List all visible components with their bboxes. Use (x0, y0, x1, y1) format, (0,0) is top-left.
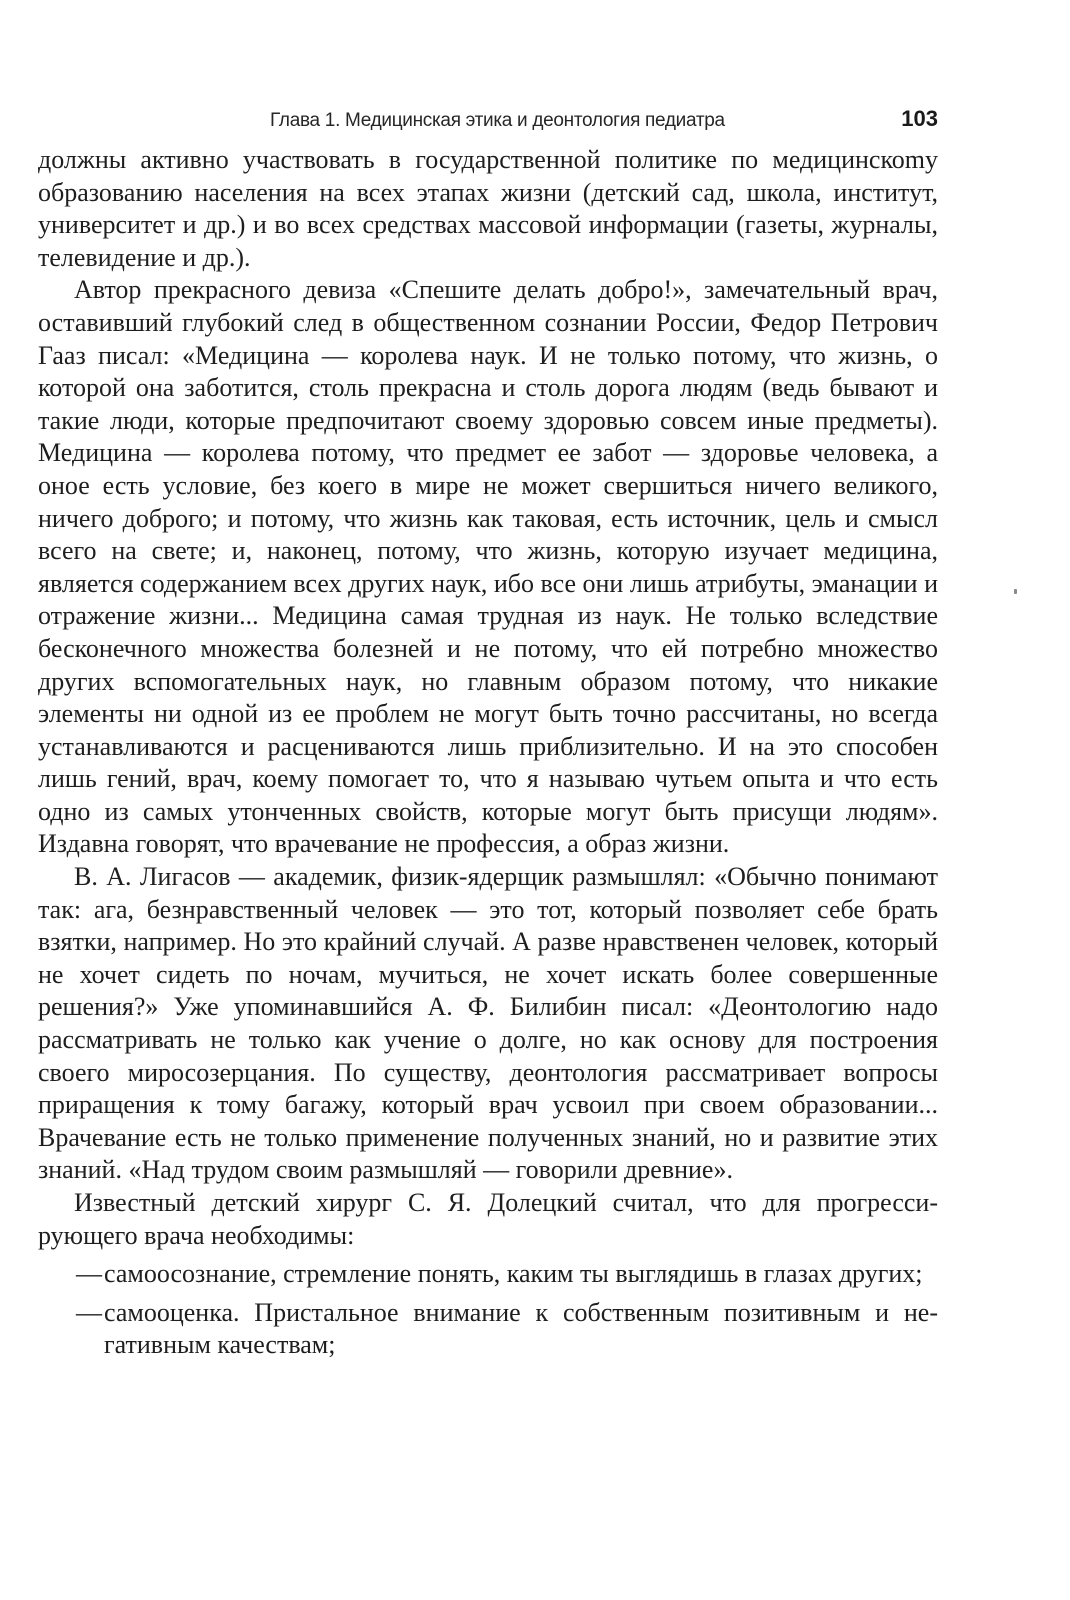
running-header (38, 100, 938, 144)
page-number: 103 (901, 106, 938, 131)
list-item-text: самоосознание, стремление понять, каким ты выглядишь в глазах других; (104, 1259, 923, 1289)
list-item (38, 1258, 938, 1291)
list-item (38, 1297, 938, 1362)
dash-list (38, 1258, 938, 1362)
paragraph: Известный детский хирург С. Я. Долецкий считал, что для прогрессирующего врача необходимы: (38, 1188, 938, 1250)
paragraph: должны активно участвовать в государственной политике по медицинскоmу образованию населения на всех этапах жизни (детский сад, школа, институт, университет и др.) и во всех средствах массовой информации (газеты, журналы, телевидение и др.). (38, 145, 938, 272)
book-page (38, 100, 938, 1368)
paragraph: В. А. Лигасов — академик, физик-ядерщик размышлял: «Обычно понимают так: ага, безнравственный человек — это тот, который позволяет себе брать взятки, например. Но это крайний случай. А разве нравственен человек, который не хочет сидеть по ночам, мучиться, не хочет искать более совершенные решения?» Уже упоминавшийся А. Ф. Билибин писал: «Деонтологию надо рассматривать не только как учение о долге, но как основу для построения своего миросозерцания. По существу, деонтология рассматривает вопросы приращения к тому багажу, который врач усвоил при своем образовании... Врачевание есть не только применение полученных знаний, но и развитие этих знаний. «Над трудом своим размышляй — говорили древние». (38, 862, 938, 1185)
paragraph: Автор прекрасного девиза «Спешите делать добро!», замечательный врач, оставивший глубокий след в общественном сознании России, Федор Петрович Гааз писал: «Медицина — королева наук. И не только потому, что жизнь, о которой она заботится, столь прекрасна и столь дорога людям (ведь бывают и такие люди, которые предпочитают своему здоровью совсем иные предметы). Медицина — королева потому, что предмет ее забот — здоровье человека, а оное есть условие, без коего в мире не может свершиться ничего великого, ничего доброго; и потому, что жизнь как таковая, есть источник, цель и смысл всего на свете; и, наконец, потому, что жизнь, которую изучает медицина, является содержанием всех других наук, ибо все они лишь атрибуты, эманации и отражение жизни... Медицина самая трудная из наук. Не только вследствие бесконечного множества болезней и не потому, что ей потребно множество других вспомогательных наук, но главным образом потому, что никакие элементы ни одной из ее проблем не могут быть точно рассчитаны, но всегда устанавливаются и расцениваются лишь приблизительно. И на это способен лишь гений, врач, коему помогает то, что я называю чутьем опыта и что есть одно из самых утонченных свойств, которые могут быть присущи людям». Издавна говорят, что врачевание не профессия, а образ жизни. (38, 275, 938, 859)
running-title: Глава 1. Медицинская этика и деонтология педиатра (270, 110, 725, 131)
dash-marker: — (76, 1259, 102, 1289)
dash-marker: — (76, 1297, 102, 1327)
list-item-text: самооценка. Пристальное внимание к собственным позитивным и негативным качествам; (104, 1297, 938, 1360)
scan-speck (1014, 589, 1017, 594)
body-text (38, 144, 938, 1362)
